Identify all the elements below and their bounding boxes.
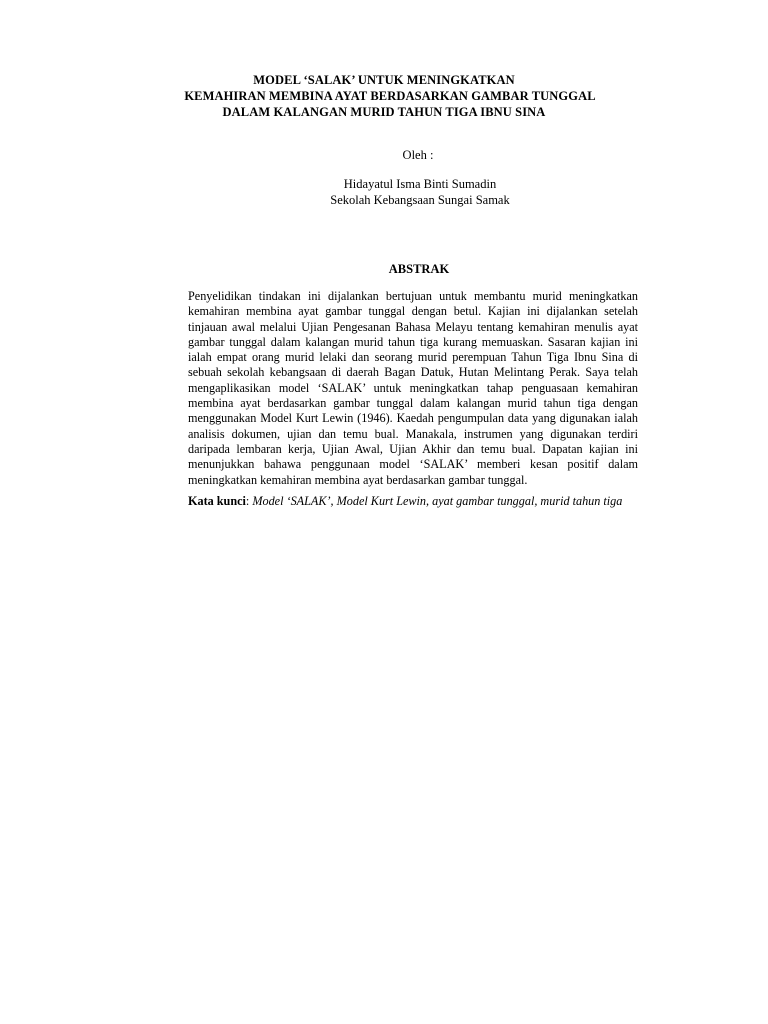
abstract-body: Penyelidikan tindakan ini dijalankan bertujuan untuk membantu murid meningkatkan kemahiran membina ayat gambar tunggal dengan betul. Kajian ini dijalankan setelah tinjauan awal melalui Ujian Pengesanan Bahasa Melayu tentang kemahiran menulis ayat gambar tunggal dalam kalangan murid tahun tiga kurang memuaskan. Sasaran kajian ini ialah empat orang murid lelaki dan seorang murid perempuan Tahun Tiga Ibnu Sina di sebuah sekolah kebangsaan di daerah Bagan Datuk, Hutan Melintang Perak. Saya telah mengaplikasikan model ‘SALAK’ untuk meningkatkan tahap penguasaan kemahiran membina ayat berdasarkan gambar tunggal dalam kalangan murid tahun tiga dengan menggunakan Model Kurt Lewin (1946). Kaedah pengumpulan data yang digunakan ialah analisis dokumen, ujian dan temu bual. Manakala, instrumen yang digunakan terdiri daripada lembaran kerja, Ujian Awal, Ujian Akhir dan temu bual. Dapatan kajian ini menunjukkan bahawa penggunaan model ‘SALAK’ memberi kesan positif dalam meningkatkan kemahiran membina ayat berdasarkan gambar tunggal. [188, 289, 638, 487]
byline-label: Oleh : [402, 148, 434, 162]
author-block [0, 176, 768, 208]
author-name: Hidayatul Isma Binti Sumadin [343, 177, 497, 191]
abstract-heading: ABSTRAK [388, 262, 450, 276]
title-line-2: KEMAHIRAN MEMBINA AYAT BERDASARKAN GAMBAR TUNGGAL [184, 89, 596, 103]
keywords-label: Kata kunci [188, 494, 246, 508]
paper-title [0, 72, 768, 120]
title-line-3: DALAM KALANGAN MURID TAHUN TIGA IBNU SINA [222, 105, 546, 119]
title-line-1: MODEL ‘SALAK’ UNTUK MENINGKATKAN [253, 73, 515, 87]
keywords-values: Model ‘SALAK’, Model Kurt Lewin, ayat gambar tunggal, murid tahun tiga [252, 494, 623, 508]
keywords-separator: : [245, 494, 250, 508]
keywords [188, 494, 658, 509]
author-affiliation: Sekolah Kebangsaan Sungai Samak [330, 193, 510, 207]
